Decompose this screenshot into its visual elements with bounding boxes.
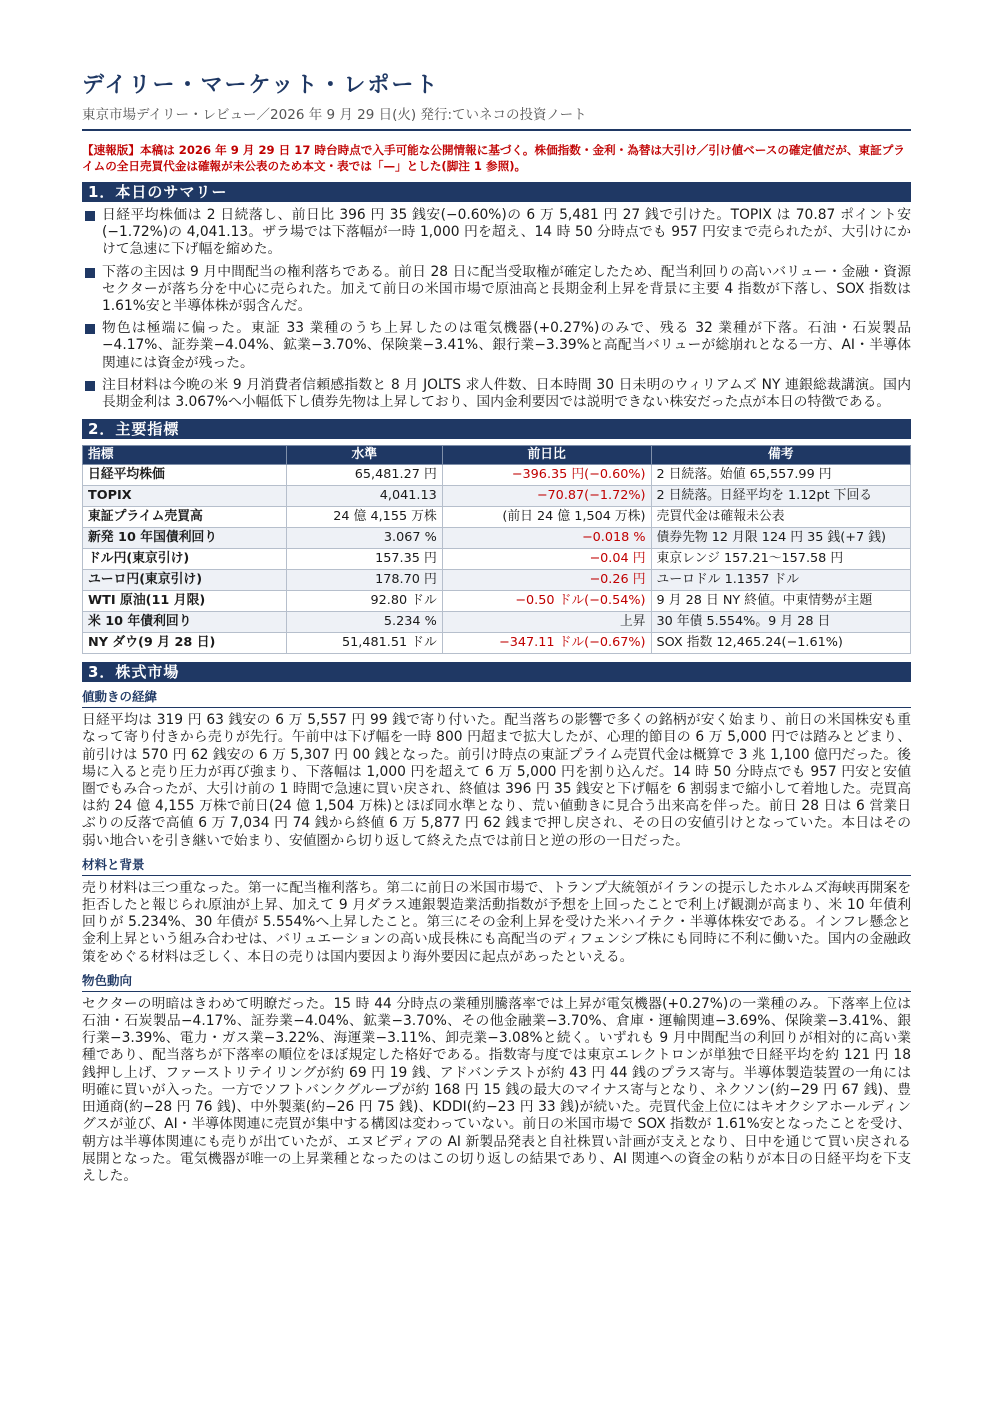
section-heading-summary: 1．本日のサマリー — [82, 182, 911, 202]
indicator-name: 日経平均株価 — [83, 465, 287, 486]
indicators-table — [82, 445, 911, 654]
summary-bullet — [82, 207, 911, 259]
summary-bullet-text: 下落の主因は 9 月中間配当の権利落ちである。前日 28 日に配当受取権が確定したため、配当利回りの高いバリュー・金融・資源セクターが落ち分を中心に売られた。加えて前日の米国市場で原油高と長期金利上昇を背景に主要 4 指数が下落し、SOX 指数は 1.61%安と半導体株が弱含んだ。 — [102, 263, 911, 315]
bullet-square-icon — [85, 324, 95, 334]
summary-bullet — [82, 377, 911, 411]
indicator-name: NY ダウ(9 月 28 日) — [83, 633, 287, 654]
indicator-name: ドル円(東京引け) — [83, 549, 287, 570]
column-header: 前日比 — [442, 446, 651, 465]
indicator-level: 3.067 % — [286, 528, 442, 549]
indicator-level: 178.70 円 — [286, 570, 442, 591]
table-row — [83, 465, 911, 486]
indicator-level: 92.80 ドル — [286, 591, 442, 612]
indicator-note: 30 年債 5.554%。9 月 28 日 — [651, 612, 910, 633]
column-header: 水準 — [286, 446, 442, 465]
indicator-note: SOX 指数 12,465.24(−1.61%) — [651, 633, 910, 654]
column-header: 指標 — [83, 446, 287, 465]
report-subtitle: 東京市場デイリー・レビュー／2026 年 9 月 29 日(火) 発行:ていネコの投資ノート — [82, 106, 911, 131]
summary-bullet-text: 物色は極端に偏った。東証 33 業種のうち上昇したのは電気機器(+0.27%)のみで、残る 32 業種が下落。石油・石炭製品−4.17%、証券業−4.04%、鉱業−3.70%、保険業−3.41%、銀行業−3.39%と高配当バリューが総崩れとなる一方、AI・半導体関連には資金が残った。 — [102, 320, 911, 371]
table-row — [83, 570, 911, 591]
indicator-change: −0.26 円 — [442, 570, 651, 591]
indicator-note: 2 日続落。始値 65,557.99 円 — [651, 465, 910, 486]
subheading-sector-flows: 物色動向 — [82, 973, 911, 992]
table-row — [83, 486, 911, 507]
report-title: デイリー・マーケット・レポート — [82, 73, 440, 98]
summary-bullet-text: 注目材料は今晩の米 9 月消費者信頼感指数と 8 月 JOLTS 求人件数、日本時間 30 日未明のウィリアムズ NY 連銀総裁講演。国内長期金利は 3.067%へ小幅低下し債券先物は上昇しており、国内金利要因では説明できない株安だった点が本日の特徴である。 — [102, 376, 911, 411]
indicator-level: 65,481.27 円 — [286, 465, 442, 486]
table-row — [83, 612, 911, 633]
indicator-change: −347.11 ドル(−0.67%) — [442, 633, 651, 654]
indicator-change: −70.87(−1.72%) — [442, 486, 651, 507]
summary-bullet-text: 日経平均株価は 2 日続落し、前日比 396 円 35 銭安(−0.60%)の 6 万 5,481 円 27 銭で引けた。TOPIX は 70.87 ポイント安(−1.72%)の 4,041.13。ザラ場では下落幅が一時 1,000 円を超え、14 時 50 分時点でも 957 円安まで売られたが、大引けにかけて急速に下げ幅を縮めた。 — [102, 207, 911, 258]
flash-notice: 【速報版】本稿は 2026 年 9 月 29 日 17 時台時点で入手可能な公開情報に基づく。株価指数・金利・為替は大引け／引け値ベースの確定値だが、東証プライムの全日売買代金は確報が未公表のため本文・表では「—」とした(脚注 1 参照)。 — [82, 143, 905, 173]
bullet-square-icon — [85, 211, 95, 221]
table-row — [83, 549, 911, 570]
summary-bullet — [82, 264, 911, 316]
indicator-name: ユーロ円(東京引け) — [83, 570, 287, 591]
bullet-square-icon — [85, 268, 95, 278]
indicator-note: 2 日続落。日経平均を 1.12pt 下回る — [651, 486, 910, 507]
table-row — [83, 507, 911, 528]
indicator-name: TOPIX — [83, 486, 287, 507]
indicator-level: 157.35 円 — [286, 549, 442, 570]
paragraph-background: 売り材料は三つ重なった。第一に配当権利落ち。第二に前日の米国市場で、トランプ大統領がイランの提示したホルムズ海峡再開案を拒否したと報じられ原油が上昇、加えて 9 月ダラス連銀製造業活動指数が予想を上回ったことで利上げ観測が高まり、米 10 年債利回りが 5.234%、30 年債が 5.554%へ上昇したこと。第三にその金利上昇を受けた米ハイテク・半導体株安である。インフレ懸念と金利上昇という組み合わせは、バリュエーションの高い成長株にも高配当のディフェンシブ株にも同時に不利に働いた。国内の金融政策をめぐる材料は乏しく、本日の売りは国内要因より海外要因に起点があったといえる。 — [82, 879, 911, 965]
table-row — [83, 633, 911, 654]
indicator-note: 売買代金は確報未公表 — [651, 507, 910, 528]
indicator-level: 24 億 4,155 万株 — [286, 507, 442, 528]
indicator-change: −0.04 円 — [442, 549, 651, 570]
indicator-change: −396.35 円(−0.60%) — [442, 465, 651, 486]
subheading-price-action: 値動きの経緯 — [82, 689, 911, 708]
indicator-change: 上昇 — [442, 612, 651, 633]
indicator-name: 東証プライム売買高 — [83, 507, 287, 528]
section-heading-indicators: 2．主要指標 — [82, 419, 911, 439]
paragraph-sector-flows: セクターの明暗はきわめて明瞭だった。15 時 44 分時点の業種別騰落率では上昇が電気機器(+0.27%)の一業種のみ。下落率上位は石油・石炭製品−4.17%、証券業−4.04%、鉱業−3.70%、その他金融業−3.70%、倉庫・運輸関連−3.69%、保険業−3.41%、銀行業−3.39%、電力・ガス業−3.22%、海運業−3.11%、卸売業−3.08%と続く。いずれも 9 月中間配当の利回りが相対的に高い業種であり、配当落ちが下落率の順位をほぼ規定した格好である。指数寄与度では東京エレクトロンが単独で日経平均を約 121 円 18 銭押し上げ、ファーストリテイリングが約 69 円 19 銭、アドバンテストが約 43 円 44 銭のプラス寄与。半導体製造装置の一角には明確に買いが入った。一方でソフトバンクグループが約 168 円 15 銭の最大のマイナス寄与となり、ネクソン(約−29 円 67 銭)、豊田通商(約−28 円 76 銭)、中外製薬(約−26 円 75 銭)、KDDI(約−23 円 33 銭)が続いた。売買代金上位にはキオクシアホールディングスが並び、AI・半導体関連に売買が集中する構図は変わっていない。前日の米国市場で SOX 指数が 1.61%安となったことを受け、朝方は半導体関連にも売りが出ていたが、エヌビディアの AI 新製品発表と自社株買い計画が支えとなり、日中を通じて買い戻される展開となった。電気機器が唯一の上昇業種となったのはこの切り返しの結果であり、AI 関連への資金の粘りが本日の日経平均を下支えした。 — [82, 995, 911, 1184]
indicator-change: (前日 24 億 1,504 万株) — [442, 507, 651, 528]
summary-list — [82, 207, 911, 411]
bullet-square-icon — [85, 381, 95, 391]
table-row — [83, 591, 911, 612]
indicator-note: 債券先物 12 月限 124 円 35 銭(+7 銭) — [651, 528, 910, 549]
paragraph-price-action: 日経平均は 319 円 63 銭安の 6 万 5,557 円 99 銭で寄り付いた。配当落ちの影響で多くの銘柄が安く始まり、前日の米国株安も重なって寄り付きから売りが先行。午前中は下げ幅を一時 800 円超まで拡大したが、心理的節目の 6 万 5,000 円では踏みとどまり、前引けは 570 円 62 銭安の 6 万 5,307 円 00 銭となった。前引け時点の東証プライム売買代金は概算で 3 兆 1,100 億円だった。後場に入ると売り圧力が再び強まり、下落幅は 1,000 円を超えて 6 万 5,000 円を割り込んだ。14 時 50 分時点でも 957 円安と安値圏でもみ合ったが、大引け前の 1 時間で急速に買い戻され、終値は 396 円 35 銭安と下げ幅を 6 割弱まで縮小して着地した。売買高は約 24 億 4,155 万株で前日(24 億 1,504 万株)とほぼ同水準となり、荒い値動きに見合う出来高を伴った。前日 28 日は 6 営業日ぶりの反落で高値 6 万 7,034 円 74 銭から終値 6 万 5,877 円 62 銭まで押し戻され、その日の安値引けとなっていた。本日はその弱い地合いを引き継いで始まり、安値圏から切り返して終えた点では前日と逆の形の一日だった。 — [82, 712, 911, 849]
section-heading-equity: 3．株式市場 — [82, 662, 911, 682]
indicator-name: WTI 原油(11 月限) — [83, 591, 287, 612]
indicator-level: 51,481.51 ドル — [286, 633, 442, 654]
indicator-level: 4,041.13 — [286, 486, 442, 507]
indicator-level: 5.234 % — [286, 612, 442, 633]
summary-bullet — [82, 320, 911, 372]
indicator-note: 東京レンジ 157.21～157.58 円 — [651, 549, 910, 570]
subheading-background: 材料と背景 — [82, 857, 911, 876]
indicator-change: −0.50 ドル(−0.54%) — [442, 591, 651, 612]
table-header-row — [83, 446, 911, 465]
indicator-note: ユーロドル 1.1357 ドル — [651, 570, 910, 591]
indicator-name: 新発 10 年国債利回り — [83, 528, 287, 549]
indicator-note: 9 月 28 日 NY 終値。中東情勢が主題 — [651, 591, 910, 612]
column-header: 備考 — [651, 446, 910, 465]
table-row — [83, 528, 911, 549]
indicator-change: −0.018 % — [442, 528, 651, 549]
indicator-name: 米 10 年債利回り — [83, 612, 287, 633]
